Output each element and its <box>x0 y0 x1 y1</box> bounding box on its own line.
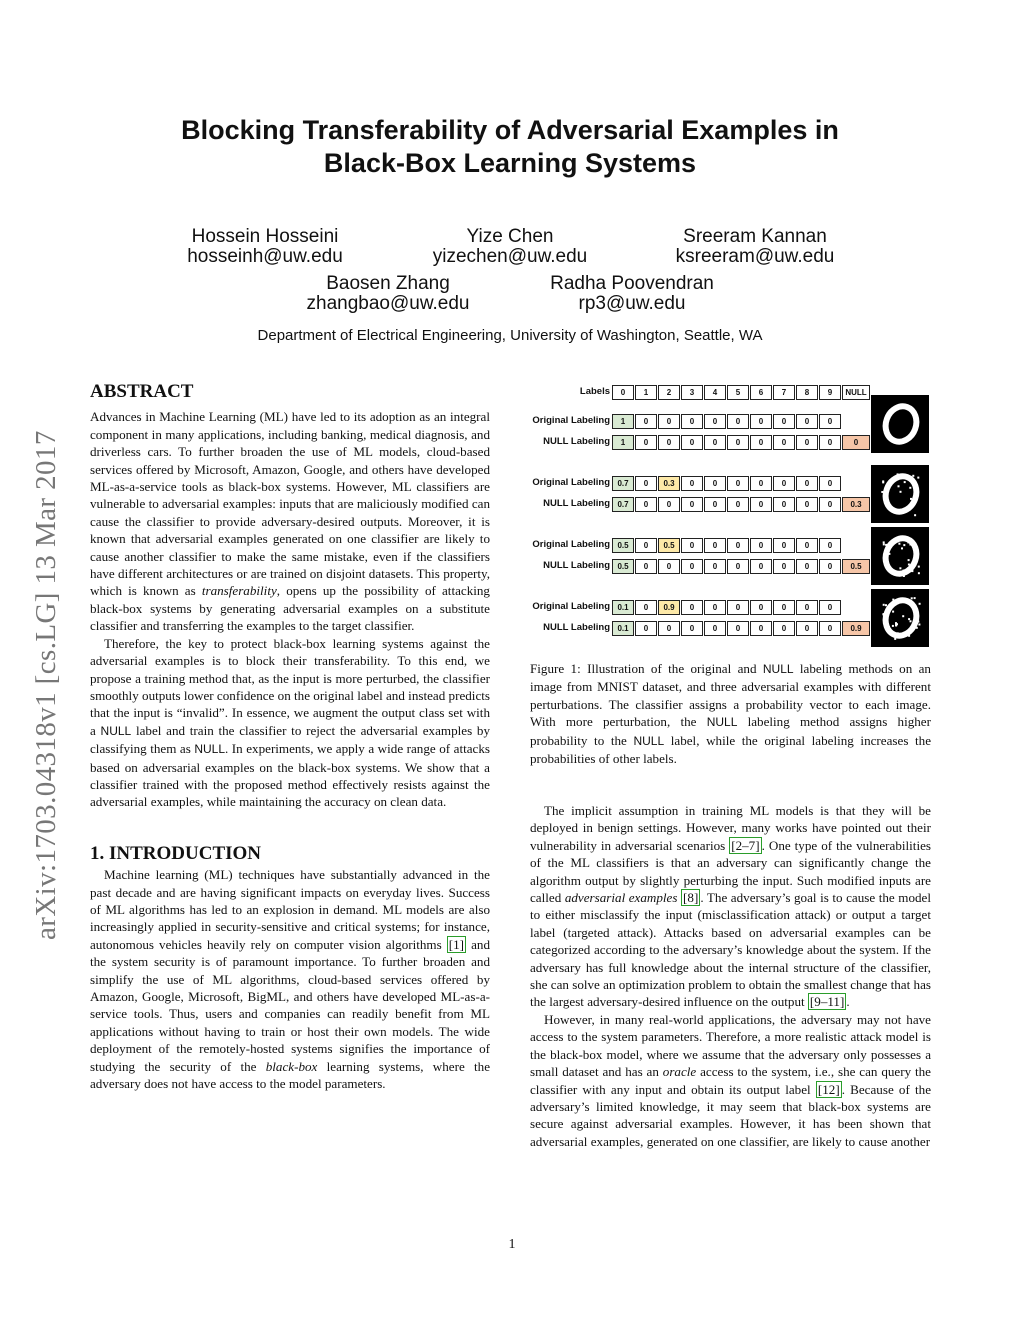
perturbation-noise-dot <box>881 491 883 493</box>
perturbation-noise-dot <box>909 487 911 489</box>
probability-cell: 0.1 <box>612 600 634 615</box>
probability-cell: 0 <box>796 497 818 512</box>
right-column <box>530 802 931 1150</box>
perturbation-noise-dot <box>899 567 901 569</box>
intro-paragraph-1: Machine learning (ML) techniques have substantially advanced in the past decade and are having significant impacts on everyday lives. Success of ML algorithms has led to an explosion in demand. ML models are also increasingly applied in security-sensitive and critical systems; for instance, autonomous vehicles heavily rely on computer vision algorithms [1] and the system security is of paramount importance. To further broaden and simplify the use of ML algorithms, cloud-based services offered by Amazon, Google, Microsoft, BigML, and others have developed ML-as-a-service tools. Thus, users and companies can readily benefit from ML applications without having to train or host their own models. The wide deployment of the remotely-hosted systems signifies the importance of studying the security of the black-box learning systems, where the adversary does not have access to the model parameters. <box>90 867 491 1092</box>
perturbation-noise-dot <box>884 560 886 562</box>
perturbation-noise-dot <box>909 544 911 546</box>
probability-cell: 0 <box>819 497 841 512</box>
perturbation-noise-dot <box>911 597 913 599</box>
perturbation-noise-dot <box>897 473 899 475</box>
perturbation-noise-dot <box>913 547 915 549</box>
citation-link[interactable]: [9–11] <box>809 994 845 1010</box>
perturbation-noise-dot <box>918 624 920 626</box>
probability-cell: 0 <box>658 621 680 636</box>
probability-cell: 0 <box>727 497 749 512</box>
perturbation-noise-dot <box>882 613 884 615</box>
null-label-word: NULL <box>194 742 226 757</box>
emphasis: adversarial examples <box>564 890 678 906</box>
probability-cell: 0 <box>750 621 772 636</box>
probability-cell: 0 <box>681 476 703 491</box>
probability-cell: 0 <box>796 621 818 636</box>
left-column <box>90 383 490 1092</box>
probability-cell: 0 <box>681 414 703 429</box>
probability-cell: 0 <box>819 414 841 429</box>
arxiv-stamp: arXiv:1703.04318v1 [cs.LG] 13 Mar 2017 <box>30 430 62 940</box>
label-header-cell: 7 <box>773 385 795 400</box>
probability-cell: 0 <box>727 414 749 429</box>
perturbation-noise-dot <box>903 570 905 572</box>
perturbation-noise-dot <box>918 572 920 574</box>
perturbation-noise-dot <box>899 575 901 577</box>
probability-cell: 0 <box>727 476 749 491</box>
perturbation-noise-dot <box>885 604 887 606</box>
probability-cell: 0 <box>635 476 657 491</box>
probability-cell: 0 <box>727 559 749 574</box>
probability-cell: 0 <box>750 497 772 512</box>
digit-stroke <box>881 596 922 640</box>
citation-link[interactable]: [1] <box>448 936 465 952</box>
probability-cell: 0 <box>658 497 680 512</box>
perturbation-noise-dot <box>894 604 896 606</box>
label-header-cell: 3 <box>681 385 703 400</box>
author-name: Sreeram Kannan <box>683 226 827 247</box>
probability-cell: 0 <box>773 435 795 450</box>
emphasis: black-box <box>265 1058 318 1074</box>
perturbation-noise-dot <box>917 477 919 479</box>
probability-cell: 0 <box>681 497 703 512</box>
perturbation-noise-dot <box>888 553 890 555</box>
probability-cell: 0.9 <box>842 621 870 636</box>
digit-zero-drawing <box>871 465 929 523</box>
figure-caption: Figure 1: Illustration of the original and NULL labeling methods on an image from MNIST dataset, and three adversarial examples with different perturbations. The classifier assigns a probability vector to each image. With more perturbation, the NULL labeling method assigns higher probability to the NULL label, while the original labeling increases the probabilities of other labels. <box>530 661 932 767</box>
perturbation-noise-dot <box>892 625 894 627</box>
probability-cell: 0 <box>750 600 772 615</box>
probability-cell: 0 <box>773 414 795 429</box>
probability-cell: 0 <box>750 476 772 491</box>
page-number: 1 <box>508 1237 516 1252</box>
citation-link[interactable]: [2–7] <box>731 837 760 853</box>
perturbation-noise-dot <box>903 600 905 602</box>
probability-cell: 0 <box>773 497 795 512</box>
perturbation-noise-dot <box>882 481 884 483</box>
probability-cell: 0.5 <box>658 538 680 553</box>
mnist-digit-image <box>871 395 929 453</box>
perturbation-noise-dot <box>898 485 900 487</box>
label-header-cell: 0 <box>612 385 634 400</box>
null-labeling-label: NULL Labeling <box>543 436 610 447</box>
perturbation-noise-dot <box>894 638 896 640</box>
probability-cell: 0 <box>704 621 726 636</box>
mnist-digit-image <box>871 465 929 523</box>
label-header-cell: 6 <box>750 385 772 400</box>
author-block <box>512 274 752 314</box>
label-header-cell: 8 <box>796 385 818 400</box>
null-label-word: NULL <box>100 723 132 738</box>
perturbation-noise-dot <box>885 544 887 546</box>
probability-cell: 0.5 <box>612 559 634 574</box>
probability-cell: 0 <box>704 559 726 574</box>
probability-cell: 0 <box>773 600 795 615</box>
probability-cell: 0 <box>727 435 749 450</box>
probability-cell: 0 <box>796 435 818 450</box>
probability-cell: 0 <box>704 414 726 429</box>
original-labeling-label: Original Labeling <box>532 539 610 550</box>
perturbation-noise-dot <box>908 618 910 620</box>
author-email[interactable]: ksreeram@uw.edu <box>675 246 835 267</box>
figure-1 <box>520 380 940 660</box>
probability-cell: 0 <box>842 435 870 450</box>
right-paragraph-1: The implicit assumption in training ML models is that they will be deployed in benign settings. However, many works have pointed out their vulnerability in adversarial scenarios [2–7] . One type of the vulnerabilities of the ML classifiers is that an adversary can significantly change the algorithm output by slightly perturbing the input. Such modified inputs are called adversarial examples [8] . The adversary’s goal is to cause the model to either misclassify the input (misclassification attack) or output a target label (targeted attack). Attacks based on adversarial examples can be categorized according to the adversary’s knowledge about the system. If the adversary has full knowledge about the internal structure of the classifier, she can solve an optimization problem to obtain the smallest change that has the largest adversary-desired influence on the output [9–11] . <box>530 803 931 1010</box>
probability-cell: 0 <box>796 600 818 615</box>
probability-cell: 0.3 <box>658 476 680 491</box>
probability-cell: 0 <box>819 621 841 636</box>
probability-cell: 0 <box>681 435 703 450</box>
probability-cell: 0 <box>750 538 772 553</box>
perturbation-noise-dot <box>898 633 900 635</box>
probability-cell: 0.1 <box>612 621 634 636</box>
perturbation-noise-dot <box>902 615 904 617</box>
probability-cell: 0 <box>819 435 841 450</box>
probability-cell: 0 <box>704 538 726 553</box>
perturbation-noise-dot <box>892 599 894 601</box>
digit-stroke <box>881 402 922 446</box>
perturbation-noise-dot <box>919 603 921 605</box>
probability-cell: 0 <box>819 559 841 574</box>
author-email[interactable]: zhangbao@uw.edu <box>306 293 470 314</box>
probability-cell: 0 <box>681 600 703 615</box>
probability-cell: 0 <box>635 600 657 615</box>
probability-cell: 0 <box>773 621 795 636</box>
perturbation-noise-dot <box>903 544 905 546</box>
perturbation-noise-dot <box>883 604 885 606</box>
probability-cell: 0 <box>796 538 818 553</box>
perturbation-noise-dot <box>898 543 900 545</box>
perturbation-noise-dot <box>888 626 890 628</box>
citation-link[interactable]: [12] <box>817 1081 840 1097</box>
probability-cell: 0.7 <box>612 497 634 512</box>
perturbation-noise-dot <box>895 624 897 626</box>
probability-cell: 0.3 <box>842 497 870 512</box>
perturbation-noise-dot <box>914 514 916 516</box>
perturbation-noise-dot <box>892 611 894 613</box>
perturbation-noise-dot <box>907 541 909 543</box>
perturbation-noise-dot <box>886 495 888 497</box>
perturbation-noise-dot <box>910 498 912 500</box>
probability-cell: 0 <box>750 559 772 574</box>
perturbation-noise-dot <box>903 575 905 577</box>
citation-link[interactable]: [8] <box>683 890 699 906</box>
original-labeling-label: Original Labeling <box>532 601 610 612</box>
perturbation-noise-dot <box>883 543 885 545</box>
probability-cell: 0 <box>773 559 795 574</box>
perturbation-noise-dot <box>907 567 909 569</box>
original-labeling-label: Original Labeling <box>532 477 610 488</box>
perturbation-noise-dot <box>900 491 902 493</box>
null-label-word: NULL <box>762 662 794 676</box>
affiliation: Department of Electrical Engineering, University of Washington, Seattle, WA <box>257 327 763 344</box>
label-header-cell: 5 <box>727 385 749 400</box>
perturbation-noise-dot <box>912 475 914 477</box>
digit-zero-drawing <box>871 527 929 585</box>
label-header-cell: 1 <box>635 385 657 400</box>
digit-stroke <box>881 472 922 516</box>
author-block <box>145 227 385 267</box>
author-name: Hossein Hosseini <box>191 226 339 247</box>
probability-cell: 0 <box>796 414 818 429</box>
probability-cell: 0 <box>635 435 657 450</box>
emphasis: transferability <box>201 583 277 599</box>
perturbation-noise-dot <box>888 606 890 608</box>
perturbation-noise-dot <box>914 597 916 599</box>
perturbation-noise-dot <box>911 569 913 571</box>
probability-cell: 0 <box>819 476 841 491</box>
probability-cell: 0 <box>658 435 680 450</box>
probability-cell: 0 <box>750 414 772 429</box>
digit-zero-drawing <box>871 395 929 453</box>
null-labeling-label: NULL Labeling <box>543 622 610 633</box>
probability-cell: 0 <box>727 621 749 636</box>
introduction-heading: 1. INTRODUCTION <box>90 842 262 864</box>
paper-title <box>100 114 920 180</box>
null-labeling-label: NULL Labeling <box>543 498 610 509</box>
probability-cell: 0 <box>819 600 841 615</box>
probability-cell: 0 <box>704 600 726 615</box>
probability-cell: 0 <box>704 476 726 491</box>
probability-cell: 0.9 <box>658 600 680 615</box>
label-header-cell: 2 <box>658 385 680 400</box>
author-block <box>635 227 875 267</box>
author-name: Yize Chen <box>466 226 554 247</box>
probability-cell: 1 <box>612 414 634 429</box>
abstract-paragraph-2: Therefore, the key to protect black-box learning systems against the adversarial examples is to block their transferability. To this end, we propose a training method that, as the input is more perturbed, the classifier smoothly outputs lower confidence on the original label and instead predicts that the input is “invalid”. In essence, we augment the output class set with a NULL label and train the classifier to reject the adversarial examples by classifying them as NULL. In experiments, we apply a wide range of attacks based on adversarial examples on the black-box systems. We show that a classifier trained with the proposed method effectively resists against the adversarial examples, while maintaining the accuracy on clean data. <box>90 635 491 810</box>
probability-cell: 0 <box>773 476 795 491</box>
perturbation-noise-dot <box>886 624 888 626</box>
probability-cell: 0 <box>704 497 726 512</box>
author-email[interactable]: yizechen@uw.edu <box>432 246 588 267</box>
title-line-2: Black-Box Learning Systems <box>323 148 697 178</box>
perturbation-noise-dot <box>883 541 885 543</box>
probability-cell: 0 <box>635 559 657 574</box>
probability-cell: 0 <box>635 414 657 429</box>
probability-cell: 0 <box>704 435 726 450</box>
perturbation-noise-dot <box>911 602 913 604</box>
perturbation-noise-dot <box>904 481 906 483</box>
abstract-paragraph-1: Advances in Machine Learning (ML) have led to its adoption as an integral component in many applications, including banking, medical diagnosis, and driverless cars. To further broaden the use of ML models, cloud-based services offered by Microsoft, Amazon, Google, and others have developed ML-as-a-service tools as black-box systems. However, ML classifiers are vulnerable to adversarial examples: inputs that are maliciously modified can cause the classifier to provide adversary-desired outputs. Moreover, it is known that adversarial examples generated on one classifier are likely to cause another classifier to make the same mistake, even if the classifiers have different architectures or are trained on disjoint datasets. This property, which is known as transferability, opens up the possibility of attacking black-box systems by generating adversarial examples on a substitute classifier and transferring the examples to the target classifier. <box>90 409 490 634</box>
probability-cell: 0 <box>658 414 680 429</box>
author-block <box>268 274 508 314</box>
probability-cell: 0 <box>681 559 703 574</box>
probability-cell: 0 <box>635 497 657 512</box>
author-email[interactable]: rp3@uw.edu <box>578 293 686 314</box>
author-name: Radha Poovendran <box>550 273 714 294</box>
labels-header: Labels <box>579 386 610 397</box>
author-block <box>390 227 630 267</box>
perturbation-noise-dot <box>898 475 900 477</box>
probability-cell: 0 <box>635 538 657 553</box>
probability-cell: 0.5 <box>612 538 634 553</box>
probability-cell: 0 <box>796 476 818 491</box>
label-header-cell: 4 <box>704 385 726 400</box>
null-label-word: NULL <box>706 715 738 730</box>
abstract-heading: ABSTRACT <box>90 381 194 402</box>
probability-cell: 0 <box>796 559 818 574</box>
probability-cell: 0 <box>773 538 795 553</box>
null-label-word: NULL <box>633 733 665 748</box>
emphasis: oracle <box>662 1064 697 1080</box>
probability-cell: 0 <box>681 621 703 636</box>
probability-cell: 0 <box>727 538 749 553</box>
author-name: Baosen Zhang <box>326 273 450 294</box>
perturbation-noise-dot <box>918 566 920 568</box>
label-header-cell: 9 <box>819 385 841 400</box>
perturbation-noise-dot <box>908 635 910 637</box>
perturbation-noise-dot <box>910 620 912 622</box>
mnist-digit-image <box>871 527 929 585</box>
author-email[interactable]: hosseinh@uw.edu <box>187 246 343 267</box>
mnist-digit-image <box>871 589 929 647</box>
probability-cell: 0.5 <box>842 559 870 574</box>
title-line-1: Blocking Transferability of Adversarial Examples in <box>181 115 839 145</box>
perturbation-noise-dot <box>917 621 919 623</box>
probability-cell: 0 <box>681 538 703 553</box>
probability-cell: 0 <box>727 600 749 615</box>
perturbation-noise-dot <box>916 627 918 629</box>
perturbation-noise-dot <box>901 547 903 549</box>
probability-cell: 0 <box>658 559 680 574</box>
perturbation-noise-dot <box>908 559 910 561</box>
digit-stroke <box>881 534 922 578</box>
right-paragraph-2: However, in many real-world applications, the adversary may not have access to the system parameters. Therefore, a more realistic attack model is the black-box model, where we assume that the adversary only possesses a small dataset and has an oracle access to the system, i.e., she can query the classifier with any input and obtain its output label [12] . Because of the adversary’s limited knowledge, it may seem that black-box systems are secure against adversarial examples. However, it has been shown that adversarial examples, generated on one classifier, are likely to cause another <box>530 1011 932 1149</box>
probability-cell: 0 <box>635 621 657 636</box>
probability-cell: 0.7 <box>612 476 634 491</box>
probability-cell: 0 <box>750 435 772 450</box>
probability-cell: 0 <box>819 538 841 553</box>
digit-zero-drawing <box>871 589 929 647</box>
probability-cell: 1 <box>612 435 634 450</box>
perturbation-noise-dot <box>908 564 910 566</box>
label-header-cell: NULL <box>842 385 870 400</box>
original-labeling-label: Original Labeling <box>532 415 610 426</box>
null-labeling-label: NULL Labeling <box>543 560 610 571</box>
